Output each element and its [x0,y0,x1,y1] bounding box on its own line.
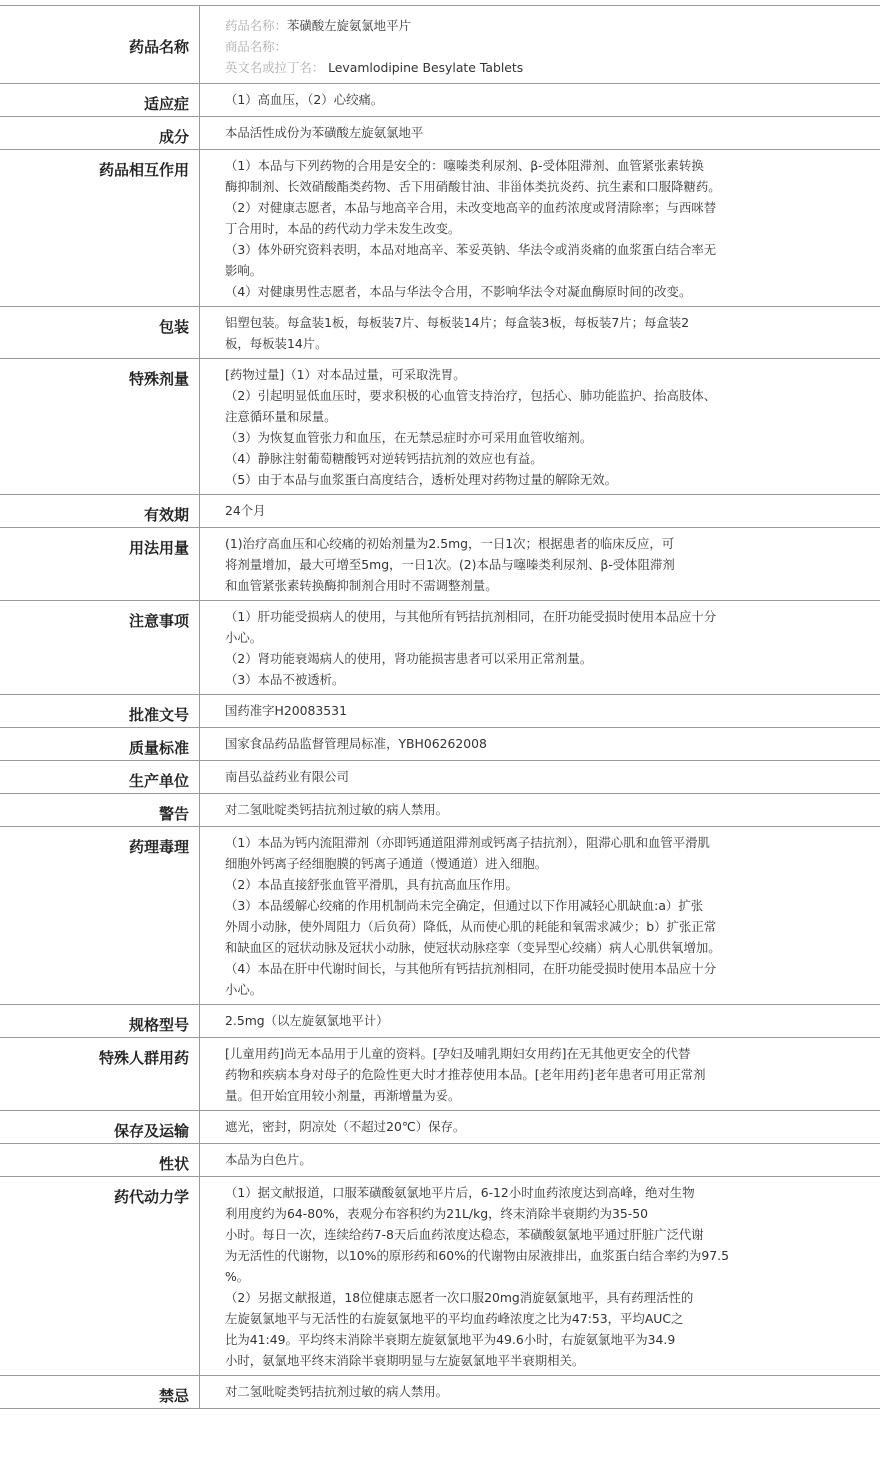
text-line: （2）本品直接舒张血管平滑肌，具有抗高血压作用。 [225,877,518,892]
table-row [0,794,880,827]
text-line: 丁合用时，本品的药代动力学未发生改变。 [225,221,461,236]
text-line: 外周小动脉，使外周阻力（后负荷）降低，从而使心肌的耗能和氧需求减少；b）扩张正常 [225,919,717,934]
table-row [0,359,880,495]
text-line: （3）本品不被透析。 [225,672,345,687]
row-value [200,117,880,149]
table-row [0,601,880,695]
row-value [200,359,880,494]
row-value [200,794,880,826]
row-label: 药品相互作用 [0,150,200,306]
row-value [200,528,880,600]
text-line: （4）本品在肝中代谢时间长，与其他所有钙拮抗剂相同，在肝功能受损时使用本品应十分 [225,961,717,976]
table-row [0,528,880,601]
row-label: 批准文号 [0,695,200,727]
table-row [0,695,880,728]
text-line: （3）为恢复血管张力和血压，在无禁忌症时亦可采用血管收缩剂。 [225,430,593,445]
table-row [0,1177,880,1376]
text-line: 酶抑制剂、长效硝酸酯类药物、舌下用硝酸甘油、非甾体类抗炎药、抗生素和口服降糖药。 [225,179,721,194]
row-label: 药理毒理 [0,827,200,1004]
text-line: 本品为白色片。 [225,1152,312,1167]
row-value [200,1177,880,1375]
row-value [200,695,880,727]
text-line: 对二氢吡啶类钙拮抗剂过敏的病人禁用。 [225,802,449,817]
table-row [0,728,880,761]
text-line: （2）肾功能衰竭病人的使用，肾功能损害患者可以采用正常剂量。 [225,651,593,666]
row-label: 包装 [0,307,200,358]
text-line: (1)治疗高血压和心绞痛的初始剂量为2.5mg，一日1次；根据患者的临床反应，可 [225,536,675,551]
text-line: （4）对健康男性志愿者，本品与华法令合用，不影响华法令对凝血酶原时间的改变。 [225,284,692,299]
text-line: （2）另据文献报道，18位健康志愿者一次口服20mg消旋氨氯地平，具有药理活性的 [225,1290,694,1305]
generic-name-value: 苯磺酸左旋氨氯地平片 [286,18,411,33]
text-line: 小时。每日一次，连续给药7-8天后血药浓度达稳态，苯磺酸氨氯地平通过肝脏广泛代谢 [225,1227,704,1242]
table-row [0,1144,880,1177]
row-label: 适应症 [0,84,200,116]
row-label: 生产单位 [0,761,200,793]
table-row [0,6,880,84]
row-label: 特殊人群用药 [0,1038,200,1110]
row-value [200,6,880,83]
text-line: （1）据文献报道，口服苯磺酸氨氯地平片后，6-12小时血药浓度达到高峰，绝对生物 [225,1185,695,1200]
table-row [0,1376,880,1409]
row-value [200,1376,880,1408]
text-line: 注意循环量和尿量。 [225,409,337,424]
text-line: （3）本品缓解心绞痛的作用机制尚未完全确定，但通过以下作用减轻心肌缺血:a）扩张 [225,898,704,913]
text-line: （1）高血压，（2）心绞痛。 [225,92,384,107]
row-value [200,1005,880,1037]
row-label: 警告 [0,794,200,826]
text-line: 遮光，密封，阴凉处（不超过20℃）保存。 [225,1119,466,1134]
row-label: 保存及运输 [0,1111,200,1143]
text-line: 小时，氨氯地平终末消除半衰期明显与左旋氨氯地平半衰期相关。 [225,1353,585,1368]
row-label: 规格型号 [0,1005,200,1037]
text-line: （1）本品为钙内流阻滞剂（亦即钙通道阻滞剂或钙离子拮抗剂），阻滞心肌和血管平滑肌 [225,835,710,850]
row-label: 注意事项 [0,601,200,694]
text-line: 为无活性的代谢物，以10%的原形药和60%的代谢物由尿液排出，血浆蛋白结合率约为97.5 [225,1248,729,1263]
text-line: （4）静脉注射葡萄糖酸钙对逆转钙拮抗剂的效应也有益。 [225,451,543,466]
text-line: 小心。 [225,630,263,645]
text-line: 量。但开始宜用较小剂量，再渐增量为妥。 [225,1088,461,1103]
text-line: %。 [225,1269,250,1284]
table-row [0,1005,880,1038]
row-value [200,601,880,694]
table-row [0,1038,880,1111]
table-row [0,761,880,794]
table-row [0,84,880,117]
generic-name-label: 药品名称： [225,18,287,33]
text-line: 铝塑包装。每盒装1板，每板装7片、每板装14片；每盒装3板，每板装7片；每盒装2 [225,315,690,330]
row-value [200,495,880,527]
row-label: 药代动力学 [0,1177,200,1375]
table-row [0,117,880,150]
row-label: 质量标准 [0,728,200,760]
text-line: （5）由于本品与血浆蛋白高度结合，透析处理对药物过量的解除无效。 [225,472,617,487]
text-line: 2.5mg（以左旋氨氯地平计） [225,1013,389,1028]
row-label: 成分 [0,117,200,149]
text-line: 药物和疾病本身对母子的危险性更大时才推荐使用本品。[老年用药]老年患者可用正常剂 [225,1067,706,1082]
row-label: 禁忌 [0,1376,200,1408]
drug-info-table [0,5,880,1409]
row-value [200,1111,880,1143]
text-line: 左旋氨氯地平与无活性的右旋氨氯地平的平均血药峰浓度之比为47:53，平均AUC之 [225,1311,684,1326]
text-line: 和缺血区的冠状动脉及冠状小动脉，使冠状动脉痉挛（变异型心绞痛）病人心肌供氧增加。 [225,940,721,955]
text-line: 国家食品药品监督管理局标准，YBH06262008 [225,736,487,751]
text-line: （1）本品与下列药物的合用是安全的：噻嗪类利尿剂、β-受体阻滞剂、血管紧张素转换 [225,158,704,173]
row-value [200,1038,880,1110]
text-line: 利用度约为64-80%，表观分布容积约为21L/kg，终末消除半衰期约为35-50 [225,1206,649,1221]
text-line: 板，每板装14片。 [225,336,328,351]
table-row [0,1111,880,1144]
text-line: （1）肝功能受损病人的使用，与其他所有钙拮抗剂相同，在肝功能受损时使用本品应十分 [225,609,717,624]
text-line: （2）引起明显低血压时，要求积极的心血管支持治疗，包括心、肺功能监护、抬高肢体、 [225,388,717,403]
english-name-line [225,57,880,78]
text-line: [药物过量]（1）对本品过量，可采取洗胃。 [225,367,466,382]
text-line: （2）对健康志愿者，本品与地高辛合用，未改变地高辛的血药浓度或肾清除率；与西咪替 [225,200,717,215]
text-line: 小心。 [225,982,263,997]
text-line: 比为41:49。平均终末消除半衰期左旋氨氯地平为49.6小时，右旋氨氯地平为34.9 [225,1332,676,1347]
trade-name-label: 商品名称： [225,39,287,54]
text-line: [儿童用药]尚无本品用于儿童的资料。[孕妇及哺乳期妇女用药]在无其他更安全的代替 [225,1046,691,1061]
row-label: 性状 [0,1144,200,1176]
text-line: （3）体外研究资料表明，本品对地高辛、苯妥英钠、华法令或消炎痛的血浆蛋白结合率无 [225,242,717,257]
text-line: 细胞外钙离子经细胞膜的钙离子通道（慢通道）进入细胞。 [225,856,548,871]
table-row [0,495,880,528]
text-line: 和血管紧张素转换酶抑制剂合用时不需调整剂量。 [225,578,498,593]
table-row [0,307,880,359]
row-value [200,307,880,358]
text-line: 影响。 [225,263,263,278]
text-line: 本品活性成份为苯磺酸左旋氨氯地平 [225,125,424,140]
row-label: 特殊剂量 [0,359,200,494]
english-name-value: Levamlodipine Besylate Tablets [328,60,524,75]
english-name-label: 英文名或拉丁名： [225,60,325,75]
text-line: 南昌弘益药业有限公司 [225,769,349,784]
text-line: 国药准字H20083531 [225,703,347,718]
text-line: 将剂量增加，最大可增至5mg，一日1次。(2)本品与噻嗪类利尿剂、β-受体阻滞剂 [225,557,675,572]
row-value [200,150,880,306]
generic-name-line [225,15,880,36]
row-value [200,761,880,793]
row-label: 用法用量 [0,528,200,600]
row-value [200,827,880,1004]
row-label: 药品名称 [0,6,200,83]
row-value [200,84,880,116]
table-row [0,150,880,307]
row-label: 有效期 [0,495,200,527]
text-line: 对二氢吡啶类钙拮抗剂过敏的病人禁用。 [225,1384,449,1399]
table-row [0,827,880,1005]
row-value [200,728,880,760]
row-value [200,1144,880,1176]
text-line: 24个月 [225,503,266,518]
